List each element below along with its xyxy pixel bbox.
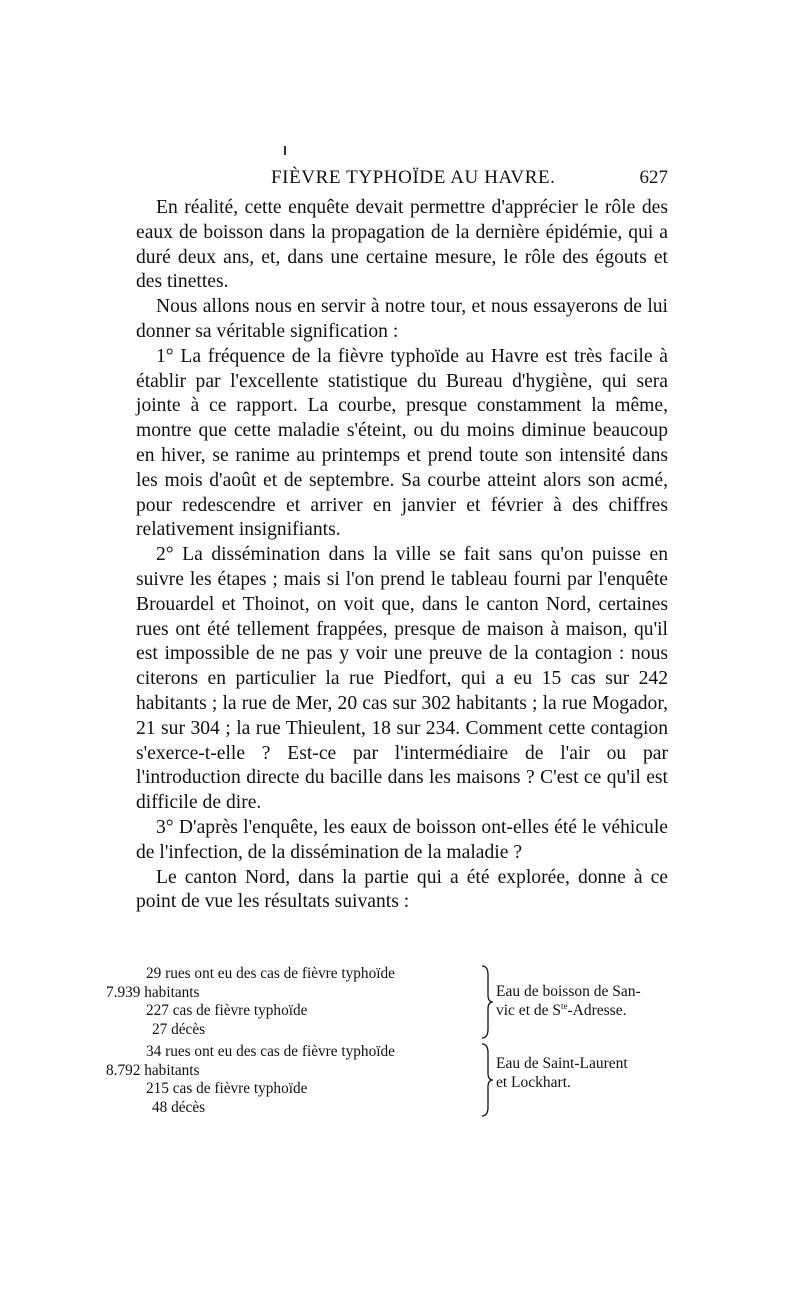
paragraph: 1° La fréquence de la fièvre typhoïde au Havre est très facile à établir par l'excellente statistique du Bureau d'hygiène, qui sera jointe à ce rapport. La courbe, presque constamment la même, montre que cette maladie s'éteint, ou du moins diminue beaucoup en hiver, se ranime au printemps et prend toute son intensité dans les mois d'août et de septembre. Sa courbe atteint alors son acmé, pour redescendre et arriver en janvier et février à des chiffres relativement insignifiants. <box>136 345 668 541</box>
water-source-label <box>496 1054 628 1092</box>
water-source-label <box>496 982 641 1020</box>
statistics-table <box>106 1043 668 1117</box>
source-superscript: te <box>561 1000 568 1011</box>
source-text: vic et de S <box>496 1002 561 1019</box>
table-line: 8.792 habitants <box>106 1061 200 1079</box>
paragraph: 3° D'après l'enquête, les eaux de boisson ont-elles été le véhicule de l'infection, de la dissémination de la maladie ? <box>136 816 668 863</box>
page-number: 627 <box>639 167 668 188</box>
paragraph: En réalité, cette enquête devait permettre d'apprécier le rôle des eaux de boisson dans la propagation de la dernière épidémie, qui a duré deux ans, et, dans une certaine mesure, le rôle des égouts et des tinettes. <box>136 197 668 293</box>
table-group-saint-laurent <box>106 1043 668 1117</box>
source-line <box>496 1073 628 1092</box>
table-group-sanvic <box>106 965 668 1039</box>
table-line: 34 rues ont eu des cas de fièvre typhoïde <box>146 1043 395 1060</box>
table-line: 7.939 habitants <box>106 983 200 1001</box>
right-brace-icon <box>480 1043 494 1117</box>
source-text: et Lockhart. <box>496 1074 571 1091</box>
table-line: 48 décès <box>152 1098 206 1116</box>
paragraph: Nous allons nous en servir à notre tour, et nous essayerons de lui donner sa véritable signification : <box>136 296 668 342</box>
paragraph: Le canton Nord, dans la partie qui a été explorée, donne à ce point de vue les résultats suivants : <box>136 866 668 913</box>
paragraph: 2° La dissémination dans la ville se fait sans qu'on puisse en suivre les étapes ; mais si l'on prend le tableau fourni par l'enquête Brouardel et Thoinot, on voit que, dans le canton Nord, certaines rues ont été tellement frappées, presque de maison à maison, qu'il est impossible de ne pas y voir une preuve de la contagion : nous citerons en particulier la rue Piedfort, qui a eu 15 cas sur 242 habitants ; la rue de Mer, 20 cas sur 302 habitants ; la rue Mogador, 21 sur 304 ; la rue Thieulent, 18 sur 234. Comment cette contagion s'exerce-t-elle ? Est-ce par l'intermédiaire de l'air ou par l'introduction directe du bacille dans les maisons ? C'est ce qu'il est difficile de dire. <box>136 544 668 814</box>
table-line: 29 rues ont eu des cas de fièvre typhoïde <box>146 965 395 982</box>
table-line: 27 décès <box>152 1020 206 1038</box>
source-line: Eau de boisson de San- <box>496 983 641 1000</box>
page-header <box>136 165 668 195</box>
running-title: FIÈVRE TYPHOÏDE AU HAVRE. <box>271 167 556 188</box>
source-line <box>496 1001 641 1020</box>
body-text <box>136 196 668 915</box>
right-brace-icon <box>480 965 494 1039</box>
print-mark <box>284 146 286 155</box>
source-line: Eau de Saint-Laurent <box>496 1055 628 1072</box>
source-text: -Adresse. <box>567 1002 627 1019</box>
table-line: 215 cas de fièvre typhoïde <box>146 1080 308 1097</box>
statistics-table <box>106 965 668 1039</box>
table-line: 227 cas de fièvre typhoïde <box>146 1002 308 1019</box>
